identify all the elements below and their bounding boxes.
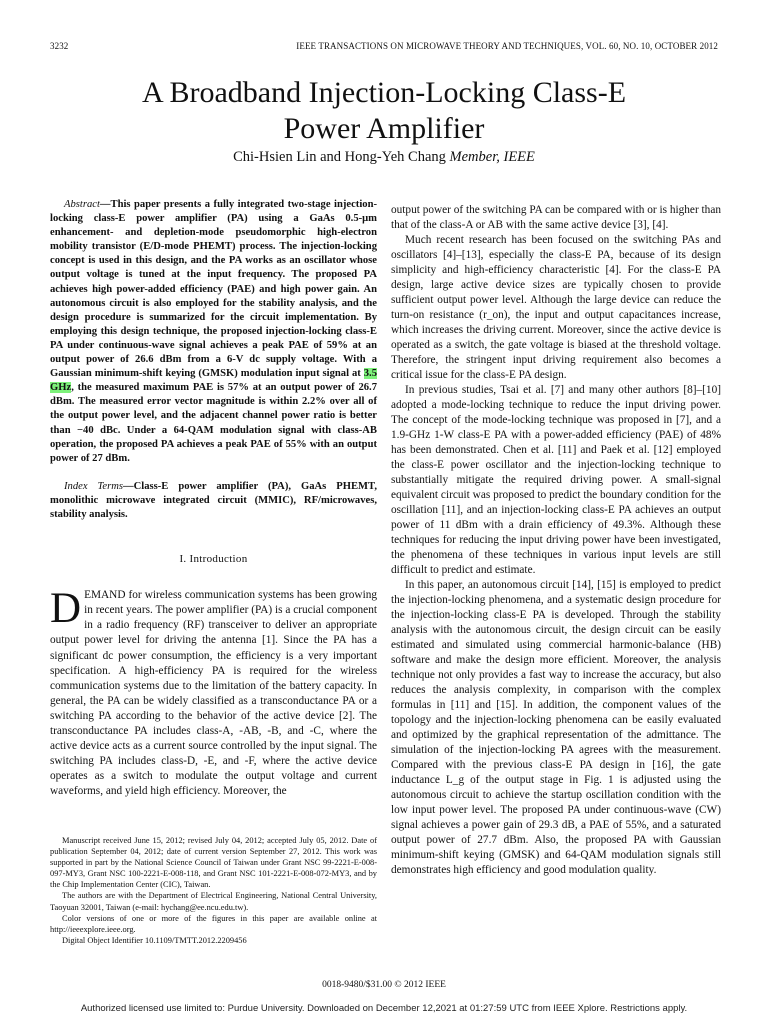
page-number: 3232 bbox=[50, 41, 69, 51]
authorized-use-notice: Authorized licensed use limited to: Purdue University. Downloaded on December 12,2021 at 01:27:59 UTC from IEEE Xplore. Restrictions apply. bbox=[80, 1003, 688, 1014]
title-line-2: Power Amplifier bbox=[283, 112, 485, 145]
footnotes bbox=[50, 835, 377, 946]
author-line bbox=[0, 149, 768, 166]
index-terms-text: —Class-E power amplifier (PA), GaAs PHEMT, monolithic microwave integrated circuit (MMIC), RF/microwaves, stability analysis. bbox=[50, 480, 377, 520]
abstract-text-1: —This paper presents a fully integrated two-stage injection-locking class-E power amplifier (PA) using a GaAs 0.5-μm enhancement- and depletion-mode pseudomorphic high-electron mobility transistor (E/D-mode PHEMT) process. The injection-locking concept is used in this design, and the PA works as an oscillator whose output voltage is tuned at the input frequency. The proposed PA achieves high power-added efficiency (PAE) and high power gain. An autonomous circuit is also employed for the stability analysis, and the design procedure is summarized for the circuit implementation. By employing this design technique, the proposed injection-locking class-E PA under continuous-wave signal achieves a peak PAE of 59% at an output power of 26.6 dBm from a 6-V dc supply voltage. With a Gaussian minimum-shift keying (GMSK) modulation input signal at bbox=[50, 199, 377, 380]
footnote-manuscript: Manuscript received June 15, 2012; revised July 04, 2012; accepted July 05, 2012. Date of publication September 04, 2012; date of current version September 27, 2012. This work was supported in part by the National Science Council of Taiwan under Grant NSC 99-2221-E-008-097-MY3, Grant NSC 100-2221-E-008-118, and Grant NSC 101-2221-E-008-072-MY3, and by the Chip Implementation Center (CIC), Taiwan. bbox=[50, 836, 377, 890]
index-terms-label: Index Terms bbox=[64, 480, 124, 492]
intro-text: EMAND for wireless communication systems has been growing in recent years. The power amplifier (PA) is a crucial component in a radio frequency (RF) transceiver to deliver an appropriate output power level for driving the antenna [1]. Since the PA has a significant dc power consumption, the efficiency is a very important specification. A high-efficiency PA is required for the wireless communication systems due to the limitation of the battery capacity. In general, the PA can be widely classified as a transconductance PA or a switching PA according to the behavior of the active device [2]. The transconductance PA includes class-A, -AB, -B, and -C, where the active device acts as a current source controlled by the input signal. The switching PA includes class-D, -E, and -F, where the active device operates as a switch to modulate the output voltage and current waveforms, and yield high efficiency. Moreover, the bbox=[50, 589, 377, 798]
footnote-affiliation: The authors are with the Department of Electrical Engineering, National Central University, Taoyuan 32001, Taiwan (e-mail: hychang@ee.ncu.edu.tw). bbox=[50, 891, 377, 912]
abstract-label: Abstract bbox=[64, 199, 100, 210]
paragraph-3: In previous studies, Tsai et al. [7] and many other authors [8]–[10] adopted a mode-locking technique to reduce the input driving power. The concept of the mode-locking technique was proposed in [7], and a 1.9-GHz 1-W class-E PA with a power-added efficiency (PAE) of 48% has been demonstrated. Chen et al. [11] and Paek et al. [12] employed the class-E power oscillator and the injection-locking technique to substantially mitigate the required driving power. A small-signal equivalent circuit was proposed to predict the boundary condition for the oscillation [11], and an injection-locking class-E PA achieves an output power of 11 dBm with a drain efficiency of 49.3%. Although these techniques for reducing the input driving power have been investigated, the phenomena of these techniques in various input levels are still difficult to predict and estimate. bbox=[391, 384, 721, 576]
index-terms bbox=[50, 480, 377, 522]
right-column bbox=[391, 203, 721, 878]
footnote-doi: Digital Object Identifier 10.1109/TMTT.2012.2209456 bbox=[62, 935, 247, 945]
title-line-1: A Broadband Injection-Locking Class-E bbox=[141, 76, 627, 109]
paragraph-2: Much recent research has been focused on the switching PAs and oscillators [4]–[13], especially the class-E PA, because of its design simplicity and high-efficiency characteristic [4]. For the class-E PA design, large active device sizes are typically chosen to provide sufficient output power level. Although the large device can reduce the turn-on resistance (r_on), the input and output capacitances increase, which increases the driving current. Moreover, since the active device is operated as a switch, the gate voltage is biased at the threshold voltage. Therefore, the stringent input driving requirement also becomes a critical issue for the class-E PA design. bbox=[391, 234, 721, 381]
left-column bbox=[50, 198, 377, 799]
paper-title bbox=[0, 75, 768, 147]
intro-paragraph bbox=[50, 585, 377, 799]
abstract bbox=[50, 198, 377, 466]
paragraph-1: output power of the switching PA can be compared with or is higher than that of the class-A or AB with the same active device [3], [4]. bbox=[391, 204, 721, 231]
paragraph-4: In this paper, an autonomous circuit [14], [15] is employed to predict the injection-locking phenomena, and a systematic design procedure for the injection-locking class-E PA is developed. Through the stability analysis with the autonomous circuit, the design circuit can be easily estimated and simulated using commercial harmonic-balance (HB) software and make the design more efficient. Moreover, the analysis technique not only provides a fast way to increase the accuracy, but also reduces the analysis complexity, in comparison with the complex formulas in [11] and [15]. In addition, the component values of the topology and the injection-locking phenomena can be easily evaluated and optimized by the graphical representation of the admittance. The simulation of the injection-locking PA agrees with the measurement. Compared with the previous class-E PA design in [16], the gate inductance L_g of the output stage in Fig. 1 is adjusted using the autonomous circuit to achieve the startup oscillation condition with the low input power level. The proposed PA under continuous-wave (CW) signal achieves a power gain of 29.3 dB, a PAE of 55%, and a saturated output power of 27.7 dBm. Also, the proposed PA with Gaussian minimum-shift keying (GMSK) and 64-QAM modulation signals still demonstrates high efficiency and good modulation quality. bbox=[391, 579, 721, 876]
drop-cap: D bbox=[50, 585, 82, 633]
running-header bbox=[50, 41, 718, 55]
section-heading: I. Introduction bbox=[179, 553, 248, 566]
copyright-footer: 0018-9480/$31.00 © 2012 IEEE bbox=[322, 980, 446, 990]
footnote-color: Color versions of one or more of the figures in this paper are available online at http://ieeexplore.ieee.org. bbox=[50, 913, 377, 934]
highlighted-text: 3.5 GHz bbox=[50, 368, 377, 394]
author-names: Chi-Hsien Lin and Hong-Yeh Chang bbox=[233, 149, 446, 165]
author-role: Member, IEEE bbox=[449, 149, 535, 165]
abstract-text-2: , the measured maximum PAE is 57% at an output power of 26.7 dBm. The measured error vector magnitude is within 2.2% over all of the output power level, and the adjacent channel power ratio is better than −40 dBc. Under a 64-QAM modulation signal with class-AB operation, the proposed PA achieves a peak PAE of 55% with an output power of 27 dBm. bbox=[50, 382, 377, 464]
journal-header: IEEE TRANSACTIONS ON MICROWAVE THEORY AND TECHNIQUES, VOL. 60, NO. 10, OCTOBER 2012 bbox=[296, 41, 718, 51]
